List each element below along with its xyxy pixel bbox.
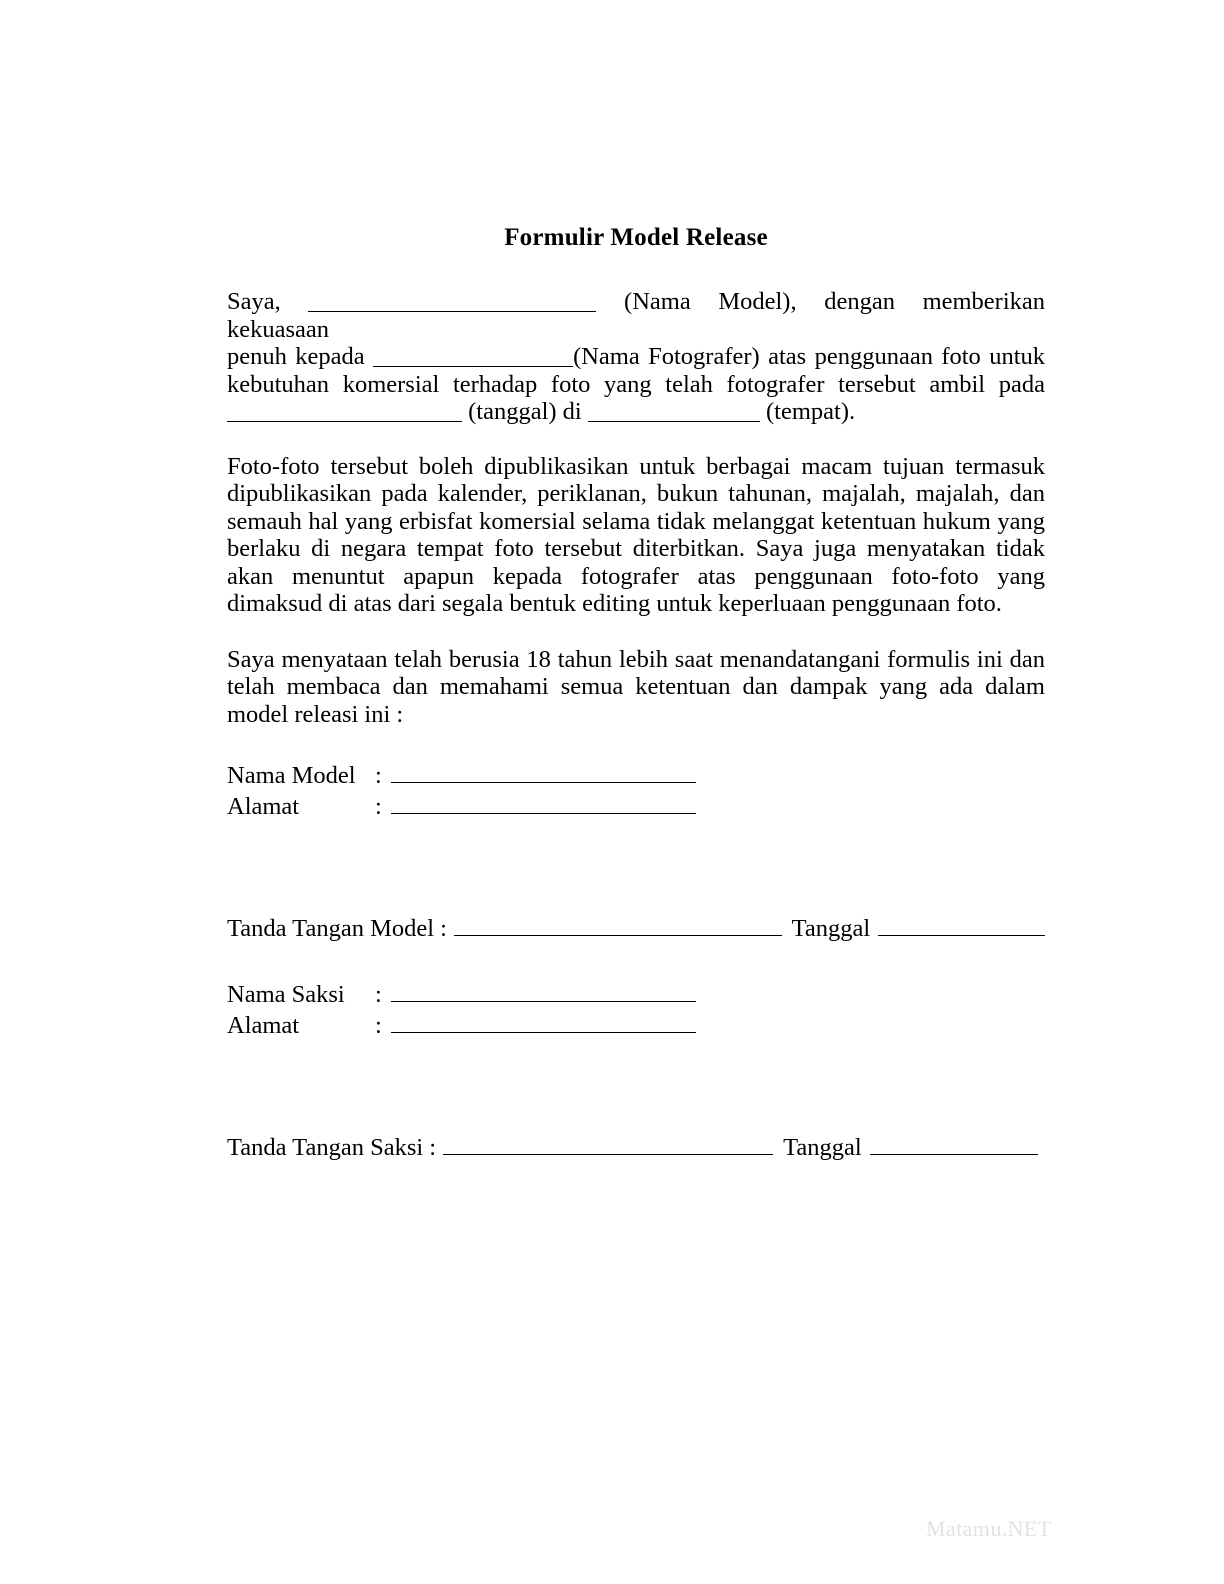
- document-body: [227, 0, 1045, 1162]
- field-row-alamat-model: [227, 791, 1045, 822]
- alamat-model-input[interactable]: [391, 791, 696, 814]
- witness-identity-fields: [227, 979, 1045, 1041]
- nama-fotografer-blank-input[interactable]: [373, 347, 573, 367]
- tanda-tangan-saksi-label: Tanda Tangan Saksi :: [227, 1134, 437, 1161]
- alamat-saksi-input[interactable]: [391, 1010, 696, 1033]
- nama-model-label: Nama Model: [227, 762, 356, 789]
- paragraph-age-declaration: Saya menyataan telah berusia 18 tahun lebih saat menandatangani formulis ini dan telah membaca dan memahami semua ketentuan dan dampak yang ada dalam model releasi ini :: [227, 645, 1045, 728]
- signature-row-model: [227, 914, 1045, 943]
- tanggal-saksi-input[interactable]: [870, 1133, 1038, 1155]
- tanda-tangan-model-label: Tanda Tangan Model :: [227, 915, 447, 942]
- field-row-nama-model: [227, 760, 1045, 791]
- nama-saksi-colon: :: [375, 981, 382, 1008]
- field-row-alamat-saksi: [227, 1010, 1045, 1041]
- tanggal-model-label: Tanggal: [791, 915, 871, 942]
- tempat-blank-input[interactable]: [588, 402, 760, 422]
- intro-text-tempat: (tempat).: [766, 398, 856, 425]
- field-row-nama-saksi: [227, 979, 1045, 1010]
- tanggal-model-input[interactable]: [878, 914, 1045, 936]
- model-identity-fields: [227, 760, 1045, 822]
- paragraph-publication-terms: Foto-foto tersebut boleh dipublikasikan untuk berbagai macam tujuan termasuk dipublikasikan pada kalender, periklanan, bukun tahunan, majalah, majalah, dan semauh hal yang erbisfat komersial selama tidak melanggat ketentuan hukum yang berlaku di negara tempat foto tersebut diterbitkan. Saya juga menyatakan tidak akan menuntut apapun kepada fotografer atas penggunaan foto-foto yang dimaksud di atas dari segala bentuk editing untuk keperluaan penggunaan foto.: [227, 452, 1045, 617]
- nama-model-input[interactable]: [391, 760, 696, 783]
- alamat-saksi-label: Alamat: [227, 1012, 300, 1039]
- intro-text-tanggal-di: (tanggal) di: [468, 398, 582, 425]
- intro-text-penuh-kepada: penuh kepada: [227, 343, 365, 370]
- alamat-model-colon: :: [375, 793, 382, 820]
- paragraph-intro-line-2: [227, 343, 1045, 371]
- paragraph-intro: [227, 288, 1045, 426]
- alamat-model-label: Alamat: [227, 793, 300, 820]
- tanda-tangan-saksi-input[interactable]: [443, 1133, 773, 1155]
- intro-text-nama-fotografer: (Nama Fotografer) atas penggunaan foto untuk: [573, 343, 1046, 370]
- nama-saksi-input[interactable]: [391, 979, 696, 1002]
- paragraph-intro-line-3: kebutuhan komersial terhadap foto yang telah fotografer tersebut ambil pada: [227, 370, 1045, 398]
- nama-model-blank-input[interactable]: [308, 292, 596, 312]
- intro-text-nama-model: (Nama Model), dengan memberikan kekuasaan: [227, 288, 1046, 343]
- watermark: Matamu.NET: [926, 1516, 1052, 1541]
- tanggal-saksi-label: Tanggal: [783, 1134, 862, 1161]
- intro-text-saya: Saya,: [227, 288, 281, 315]
- nama-saksi-label: Nama Saksi: [227, 981, 345, 1008]
- nama-model-colon: :: [375, 762, 382, 789]
- signature-row-saksi: [227, 1133, 1045, 1162]
- alamat-saksi-colon: :: [375, 1012, 382, 1039]
- paragraph-intro-line-1: [227, 288, 1045, 343]
- page-title: Formulir Model Release: [504, 224, 768, 251]
- tanggal-pengambilan-blank-input[interactable]: [227, 402, 462, 422]
- paragraph-intro-line-4: [227, 398, 1045, 426]
- tanda-tangan-model-input[interactable]: [454, 914, 782, 936]
